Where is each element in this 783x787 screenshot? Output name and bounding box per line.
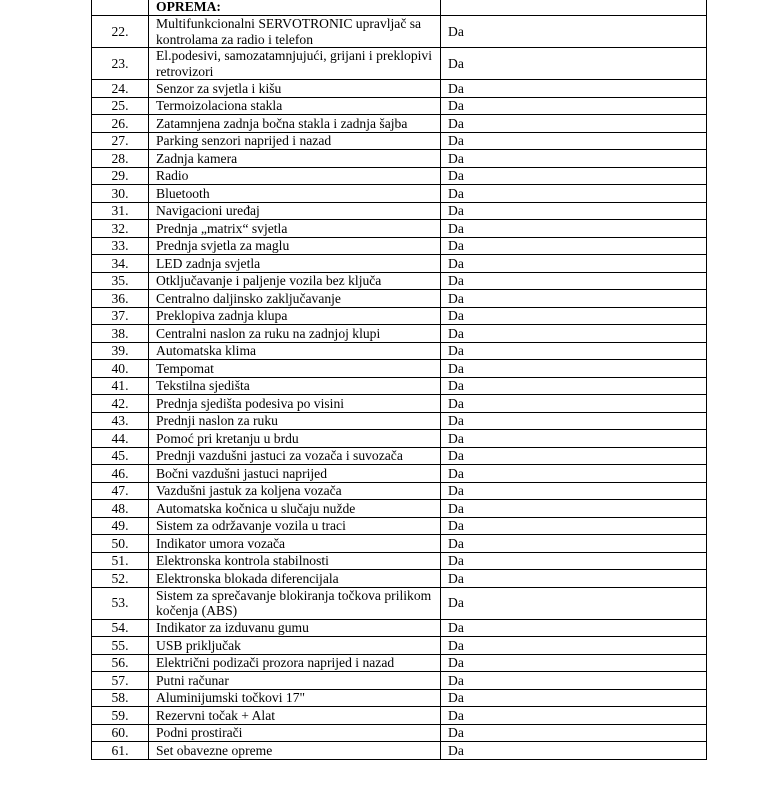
equipment-item: El.podesivi, samozatamnjujući, grijani i preklopivi retrovizori [149, 48, 441, 80]
equipment-item: Prednja sjedišta podesiva po visini [149, 395, 441, 413]
table-row [92, 587, 707, 619]
equipment-value: Da [441, 742, 707, 760]
equipment-value: Da [441, 637, 707, 655]
table-row [92, 202, 707, 220]
row-number: 40. [92, 360, 149, 378]
row-number: 22. [92, 16, 149, 48]
equipment-item: Prednji naslon za ruku [149, 412, 441, 430]
table-row [92, 447, 707, 465]
equipment-item: Električni podizači prozora naprijed i nazad [149, 654, 441, 672]
equipment-item: Prednja svjetla za maglu [149, 237, 441, 255]
equipment-value: Da [441, 672, 707, 690]
equipment-value: Da [441, 465, 707, 483]
row-number: 30. [92, 185, 149, 203]
table-row [92, 307, 707, 325]
equipment-item: Aluminijumski točkovi 17" [149, 689, 441, 707]
row-number: 23. [92, 48, 149, 80]
equipment-item: Otključavanje i paljenje vozila bez ključa [149, 272, 441, 290]
row-number: 38. [92, 325, 149, 343]
row-number: 46. [92, 465, 149, 483]
equipment-item: Putni računar [149, 672, 441, 690]
table-row [92, 535, 707, 553]
table-row [92, 672, 707, 690]
equipment-table-body [92, 0, 707, 759]
row-number: 45. [92, 447, 149, 465]
table-row [92, 48, 707, 80]
table-header-row [92, 0, 707, 16]
equipment-item: Podni prostirači [149, 724, 441, 742]
equipment-value: Da [441, 290, 707, 308]
equipment-value: Da [441, 220, 707, 238]
row-number: 50. [92, 535, 149, 553]
table-row [92, 132, 707, 150]
table-row [92, 724, 707, 742]
table-row [92, 500, 707, 518]
table-row [92, 115, 707, 133]
equipment-item: Navigacioni uređaj [149, 202, 441, 220]
table-row [92, 290, 707, 308]
table-row [92, 689, 707, 707]
row-number: 35. [92, 272, 149, 290]
equipment-value: Da [441, 500, 707, 518]
equipment-item: Automatska klima [149, 342, 441, 360]
table-row [92, 97, 707, 115]
row-number: 47. [92, 482, 149, 500]
equipment-value: Da [441, 115, 707, 133]
equipment-item: Rezervni točak + Alat [149, 707, 441, 725]
table-row [92, 637, 707, 655]
row-number: 28. [92, 150, 149, 168]
equipment-value: Da [441, 552, 707, 570]
equipment-item: Termoizolaciona stakla [149, 97, 441, 115]
equipment-value: Da [441, 587, 707, 619]
equipment-value: Da [441, 377, 707, 395]
table-row [92, 150, 707, 168]
equipment-table [91, 0, 707, 760]
equipment-value: Da [441, 255, 707, 273]
row-number: 52. [92, 570, 149, 588]
row-number: 43. [92, 412, 149, 430]
table-row [92, 430, 707, 448]
row-number: 39. [92, 342, 149, 360]
table-row [92, 220, 707, 238]
equipment-value: Da [441, 535, 707, 553]
equipment-item: Tekstilna sjedišta [149, 377, 441, 395]
header-value-cell [441, 0, 707, 16]
table-row [92, 185, 707, 203]
row-number: 33. [92, 237, 149, 255]
table-row [92, 552, 707, 570]
equipment-item: Indikator umora vozača [149, 535, 441, 553]
row-number: 56. [92, 654, 149, 672]
table-row [92, 742, 707, 760]
row-number: 55. [92, 637, 149, 655]
row-number: 26. [92, 115, 149, 133]
row-number: 41. [92, 377, 149, 395]
row-number: 58. [92, 689, 149, 707]
table-row [92, 619, 707, 637]
row-number: 48. [92, 500, 149, 518]
equipment-value: Da [441, 724, 707, 742]
row-number: 29. [92, 167, 149, 185]
equipment-value: Da [441, 482, 707, 500]
equipment-item: Tempomat [149, 360, 441, 378]
table-row [92, 16, 707, 48]
equipment-value: Da [441, 167, 707, 185]
equipment-item: Radio [149, 167, 441, 185]
equipment-value: Da [441, 150, 707, 168]
table-row [92, 654, 707, 672]
equipment-value: Da [441, 272, 707, 290]
equipment-item: Multifunkcionalni SERVOTRONIC upravljač sa kontrolama za radio i telefon [149, 16, 441, 48]
table-row [92, 237, 707, 255]
equipment-value: Da [441, 307, 707, 325]
row-number: 36. [92, 290, 149, 308]
equipment-item: Elektronska kontrola stabilnosti [149, 552, 441, 570]
equipment-value: Da [441, 517, 707, 535]
table-row [92, 325, 707, 343]
equipment-item: Prednja „matrix“ svjetla [149, 220, 441, 238]
row-number: 44. [92, 430, 149, 448]
equipment-value: Da [441, 619, 707, 637]
row-number: 53. [92, 587, 149, 619]
equipment-value: Da [441, 237, 707, 255]
row-number: 32. [92, 220, 149, 238]
equipment-item: LED zadnja svjetla [149, 255, 441, 273]
equipment-value: Da [441, 447, 707, 465]
table-row [92, 255, 707, 273]
equipment-value: Da [441, 360, 707, 378]
equipment-value: Da [441, 132, 707, 150]
row-number: 49. [92, 517, 149, 535]
equipment-value: Da [441, 430, 707, 448]
row-number: 54. [92, 619, 149, 637]
header-number-cell [92, 0, 149, 16]
equipment-item: Centralno daljinsko zaključavanje [149, 290, 441, 308]
row-number: 34. [92, 255, 149, 273]
equipment-item: Sistem za održavanje vozila u traci [149, 517, 441, 535]
equipment-item: Automatska kočnica u slučaju nužde [149, 500, 441, 518]
equipment-item: USB priključak [149, 637, 441, 655]
equipment-item: Bluetooth [149, 185, 441, 203]
equipment-value: Da [441, 48, 707, 80]
equipment-value: Da [441, 97, 707, 115]
equipment-item: Zatamnjena zadnja bočna stakla i zadnja šajba [149, 115, 441, 133]
table-row [92, 707, 707, 725]
equipment-item: Preklopiva zadnja klupa [149, 307, 441, 325]
table-row [92, 272, 707, 290]
table-row [92, 517, 707, 535]
table-row [92, 167, 707, 185]
equipment-item: Pomoć pri kretanju u brdu [149, 430, 441, 448]
equipment-item: Bočni vazdušni jastuci naprijed [149, 465, 441, 483]
row-number: 42. [92, 395, 149, 413]
row-number: 59. [92, 707, 149, 725]
row-number: 25. [92, 97, 149, 115]
table-row [92, 412, 707, 430]
equipment-value: Da [441, 654, 707, 672]
row-number: 31. [92, 202, 149, 220]
equipment-item: Elektronska blokada diferencijala [149, 570, 441, 588]
table-row [92, 360, 707, 378]
equipment-item: Parking senzori naprijed i nazad [149, 132, 441, 150]
equipment-item: Indikator za izduvanu gumu [149, 619, 441, 637]
equipment-value: Da [441, 395, 707, 413]
equipment-value: Da [441, 80, 707, 98]
table-row [92, 395, 707, 413]
table-row [92, 342, 707, 360]
row-number: 37. [92, 307, 149, 325]
equipment-value: Da [441, 325, 707, 343]
equipment-value: Da [441, 707, 707, 725]
equipment-item: Sistem za sprečavanje blokiranja točkova prilikom kočenja (ABS) [149, 587, 441, 619]
equipment-item: Prednji vazdušni jastuci za vozača i suvozača [149, 447, 441, 465]
row-number: 61. [92, 742, 149, 760]
row-number: 51. [92, 552, 149, 570]
row-number: 24. [92, 80, 149, 98]
equipment-value: Da [441, 689, 707, 707]
section-title: OPREMA: [149, 0, 441, 16]
equipment-value: Da [441, 570, 707, 588]
equipment-item: Set obavezne opreme [149, 742, 441, 760]
equipment-value: Da [441, 185, 707, 203]
equipment-value: Da [441, 342, 707, 360]
row-number: 60. [92, 724, 149, 742]
equipment-value: Da [441, 16, 707, 48]
table-row [92, 482, 707, 500]
equipment-item: Zadnja kamera [149, 150, 441, 168]
table-row [92, 80, 707, 98]
equipment-value: Da [441, 202, 707, 220]
table-row [92, 377, 707, 395]
table-row [92, 465, 707, 483]
equipment-value: Da [441, 412, 707, 430]
equipment-item: Senzor za svjetla i kišu [149, 80, 441, 98]
equipment-item: Vazdušni jastuk za koljena vozača [149, 482, 441, 500]
table-row [92, 570, 707, 588]
row-number: 57. [92, 672, 149, 690]
row-number: 27. [92, 132, 149, 150]
equipment-item: Centralni naslon za ruku na zadnjoj klupi [149, 325, 441, 343]
